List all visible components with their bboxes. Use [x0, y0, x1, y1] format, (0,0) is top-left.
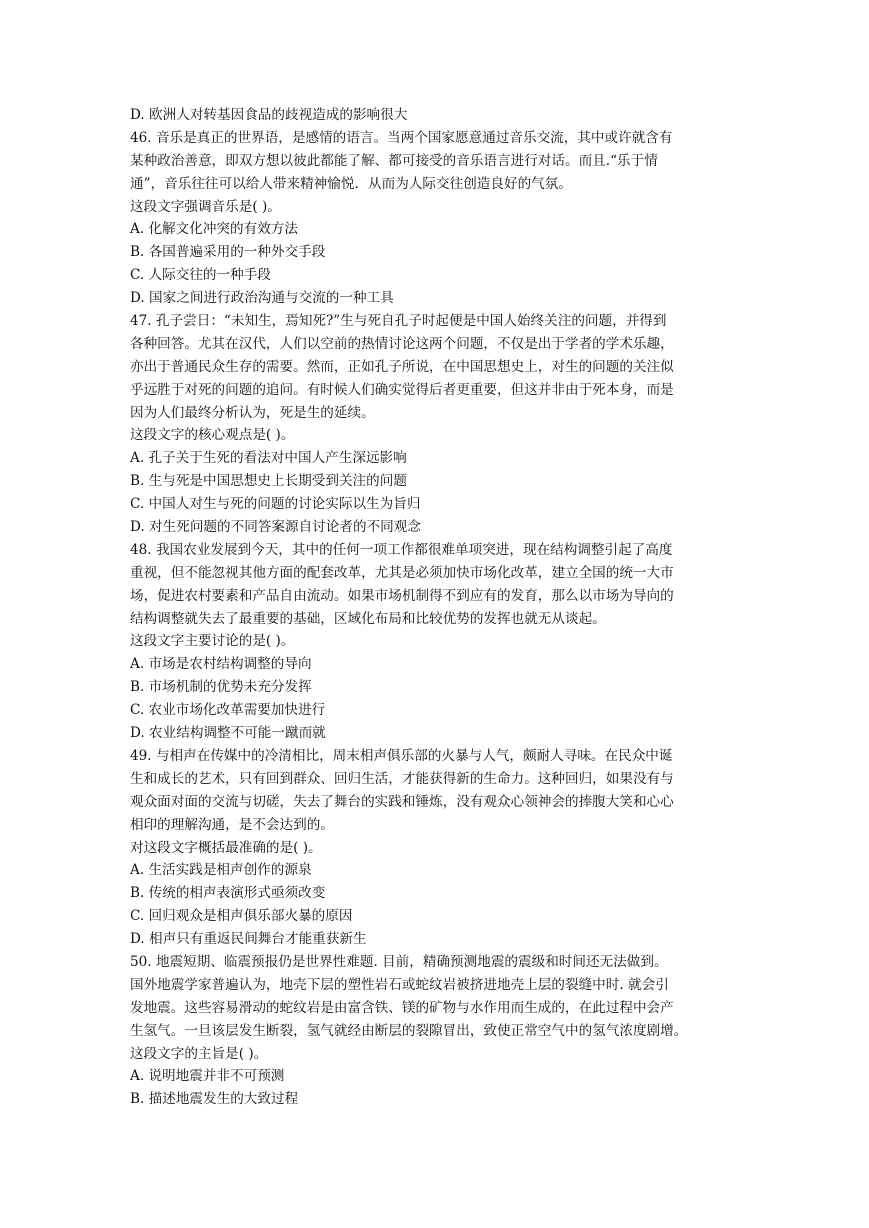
text-line: 相印的理解沟通，是不会达到的。	[130, 816, 334, 833]
question-49-stem: 49. 与相声在传媒中的冷清相比，周末相声俱乐部的火暴与人气，颇耐人寻味。在民众中诞	[130, 747, 673, 764]
text-line: 发地震。这些容易滑动的蛇纹岩是由富含铁、镁的矿物与水作用而生成的，在此过程中会产	[130, 999, 674, 1016]
text-line: 因为人们最终分析认为，死是生的延续。	[130, 404, 375, 421]
option-d: D. 相声只有重返民间舞台才能重获新生	[130, 931, 367, 948]
question-46-stem: 46. 音乐是真正的世界语，是感情的语言。当两个国家愿意通过音乐交流，其中或许就含有	[130, 129, 673, 146]
text-line: 各种回答。尤其在汉代，人们以空前的热情讨论这两个问题，不仅是出于学者的学术乐趣，	[130, 335, 674, 352]
text-line: 生和成长的艺术，只有回到群众、回归生活，才能获得新的生命力。这种回归，如果没有与	[130, 770, 674, 787]
text-line: 乎远胜于对死的问题的追问。有时候人们确实觉得后者更重要，但这并非由于死本身，而是	[130, 381, 674, 398]
question-prompt: 这段文字的主旨是( )。	[130, 1045, 268, 1062]
question-prompt: 这段文字的核心观点是( )。	[130, 427, 295, 444]
option-b: B. 各国普遍采用的一种外交手段	[130, 244, 326, 261]
question-47-stem: 47. 孔子尝日：“未知生，焉知死?”生与死自孔子时起便是中国人始终关注的问题，并得到	[130, 313, 667, 330]
text-line: 通”，音乐往往可以给人带来精神愉悦．从而为人际交往创造良好的气氛。	[130, 175, 572, 192]
option-c: C. 人际交往的一种手段	[130, 267, 271, 284]
option-c: C. 农业市场化改革需要加快进行	[130, 702, 326, 719]
document-page	[130, 104, 742, 1111]
text-line: 亦出于普通民众生存的需要。然而，正如孔子所说，在中国思想史上，对生的问题的关注似	[130, 358, 674, 375]
question-prompt: 这段文字主要讨论的是( )。	[130, 633, 295, 650]
text-line: 观众面对面的交流与切磋，失去了舞台的实践和锤炼，没有观众心领神会的捧腹大笑和心心	[130, 793, 674, 810]
option-d: D. 农业结构调整不可能一蹴而就	[130, 725, 326, 742]
text-line: 重视，但不能忽视其他方面的配套改革，尤其是必须加快市场化改革，建立全国的统一大市	[130, 564, 674, 581]
question-prompt: 对这段文字概括最准确的是( )。	[130, 839, 322, 856]
text-line: 结构调整就失去了最重要的基础，区域化布局和比较优势的发挥也就无从谈起。	[130, 610, 606, 627]
option-b: B. 传统的相声表演形式亟须改变	[130, 885, 326, 902]
text-line: 场，促进农村要素和产品自由流动。如果市场机制得不到应有的发育，那么以市场为导向的	[130, 587, 674, 604]
option-a: A. 孔子关于生死的看法对中国人产生深远影响	[130, 450, 407, 467]
option-c: C. 中国人对生与死的问题的讨论实际以生为旨归	[130, 496, 421, 513]
option-d: D. 国家之间进行政治沟通与交流的一种工具	[130, 290, 394, 307]
option-c: C. 回归观众是相声俱乐部火暴的原因	[130, 908, 353, 925]
question-prompt: 这段文字强调音乐是( )。	[130, 198, 281, 215]
option-b: B. 描述地震发生的大致过程	[130, 1091, 299, 1108]
option-a: A. 生活实践是相声创作的源泉	[130, 862, 312, 879]
text-line: 某种政治善意，即双方想以彼此都能了解、都可接受的音乐语言进行对话。而且.“乐于情	[130, 152, 658, 169]
option-b: B. 市场机制的优势未充分发挥	[130, 679, 312, 696]
option-a: A. 说明地震并非不可预测	[130, 1068, 285, 1085]
option-d: D. 对生死问题的不同答案源自讨论者的不同观念	[130, 519, 421, 536]
option-a: A. 化解文化冲突的有效方法	[130, 221, 298, 238]
text-line: 生氢气。一旦该层发生断裂，氢气就经由断层的裂隙冒出，致使正常空气中的氢气浓度剧增。	[130, 1022, 688, 1039]
option-b: B. 生与死是中国思想史上长期受到关注的问题	[130, 473, 407, 490]
text-line: D. 欧洲人对转基因食品的歧视造成的影响很大	[130, 107, 408, 123]
question-50-stem: 50. 地震短期、临震预报仍是世界性难题. 目前，精确预测地震的震级和时间还无法做到。	[130, 953, 668, 970]
text-line: 国外地震学家普遍认为，地壳下层的塑性岩石或蛇纹岩被挤进地壳上层的裂缝中时. 就会引	[130, 976, 669, 993]
question-48-stem: 48. 我国农业发展到今天，其中的任何一项工作都很难单项突进，现在结构调整引起了高度	[130, 541, 673, 558]
option-a: A. 市场是农村结构调整的导向	[130, 656, 312, 673]
